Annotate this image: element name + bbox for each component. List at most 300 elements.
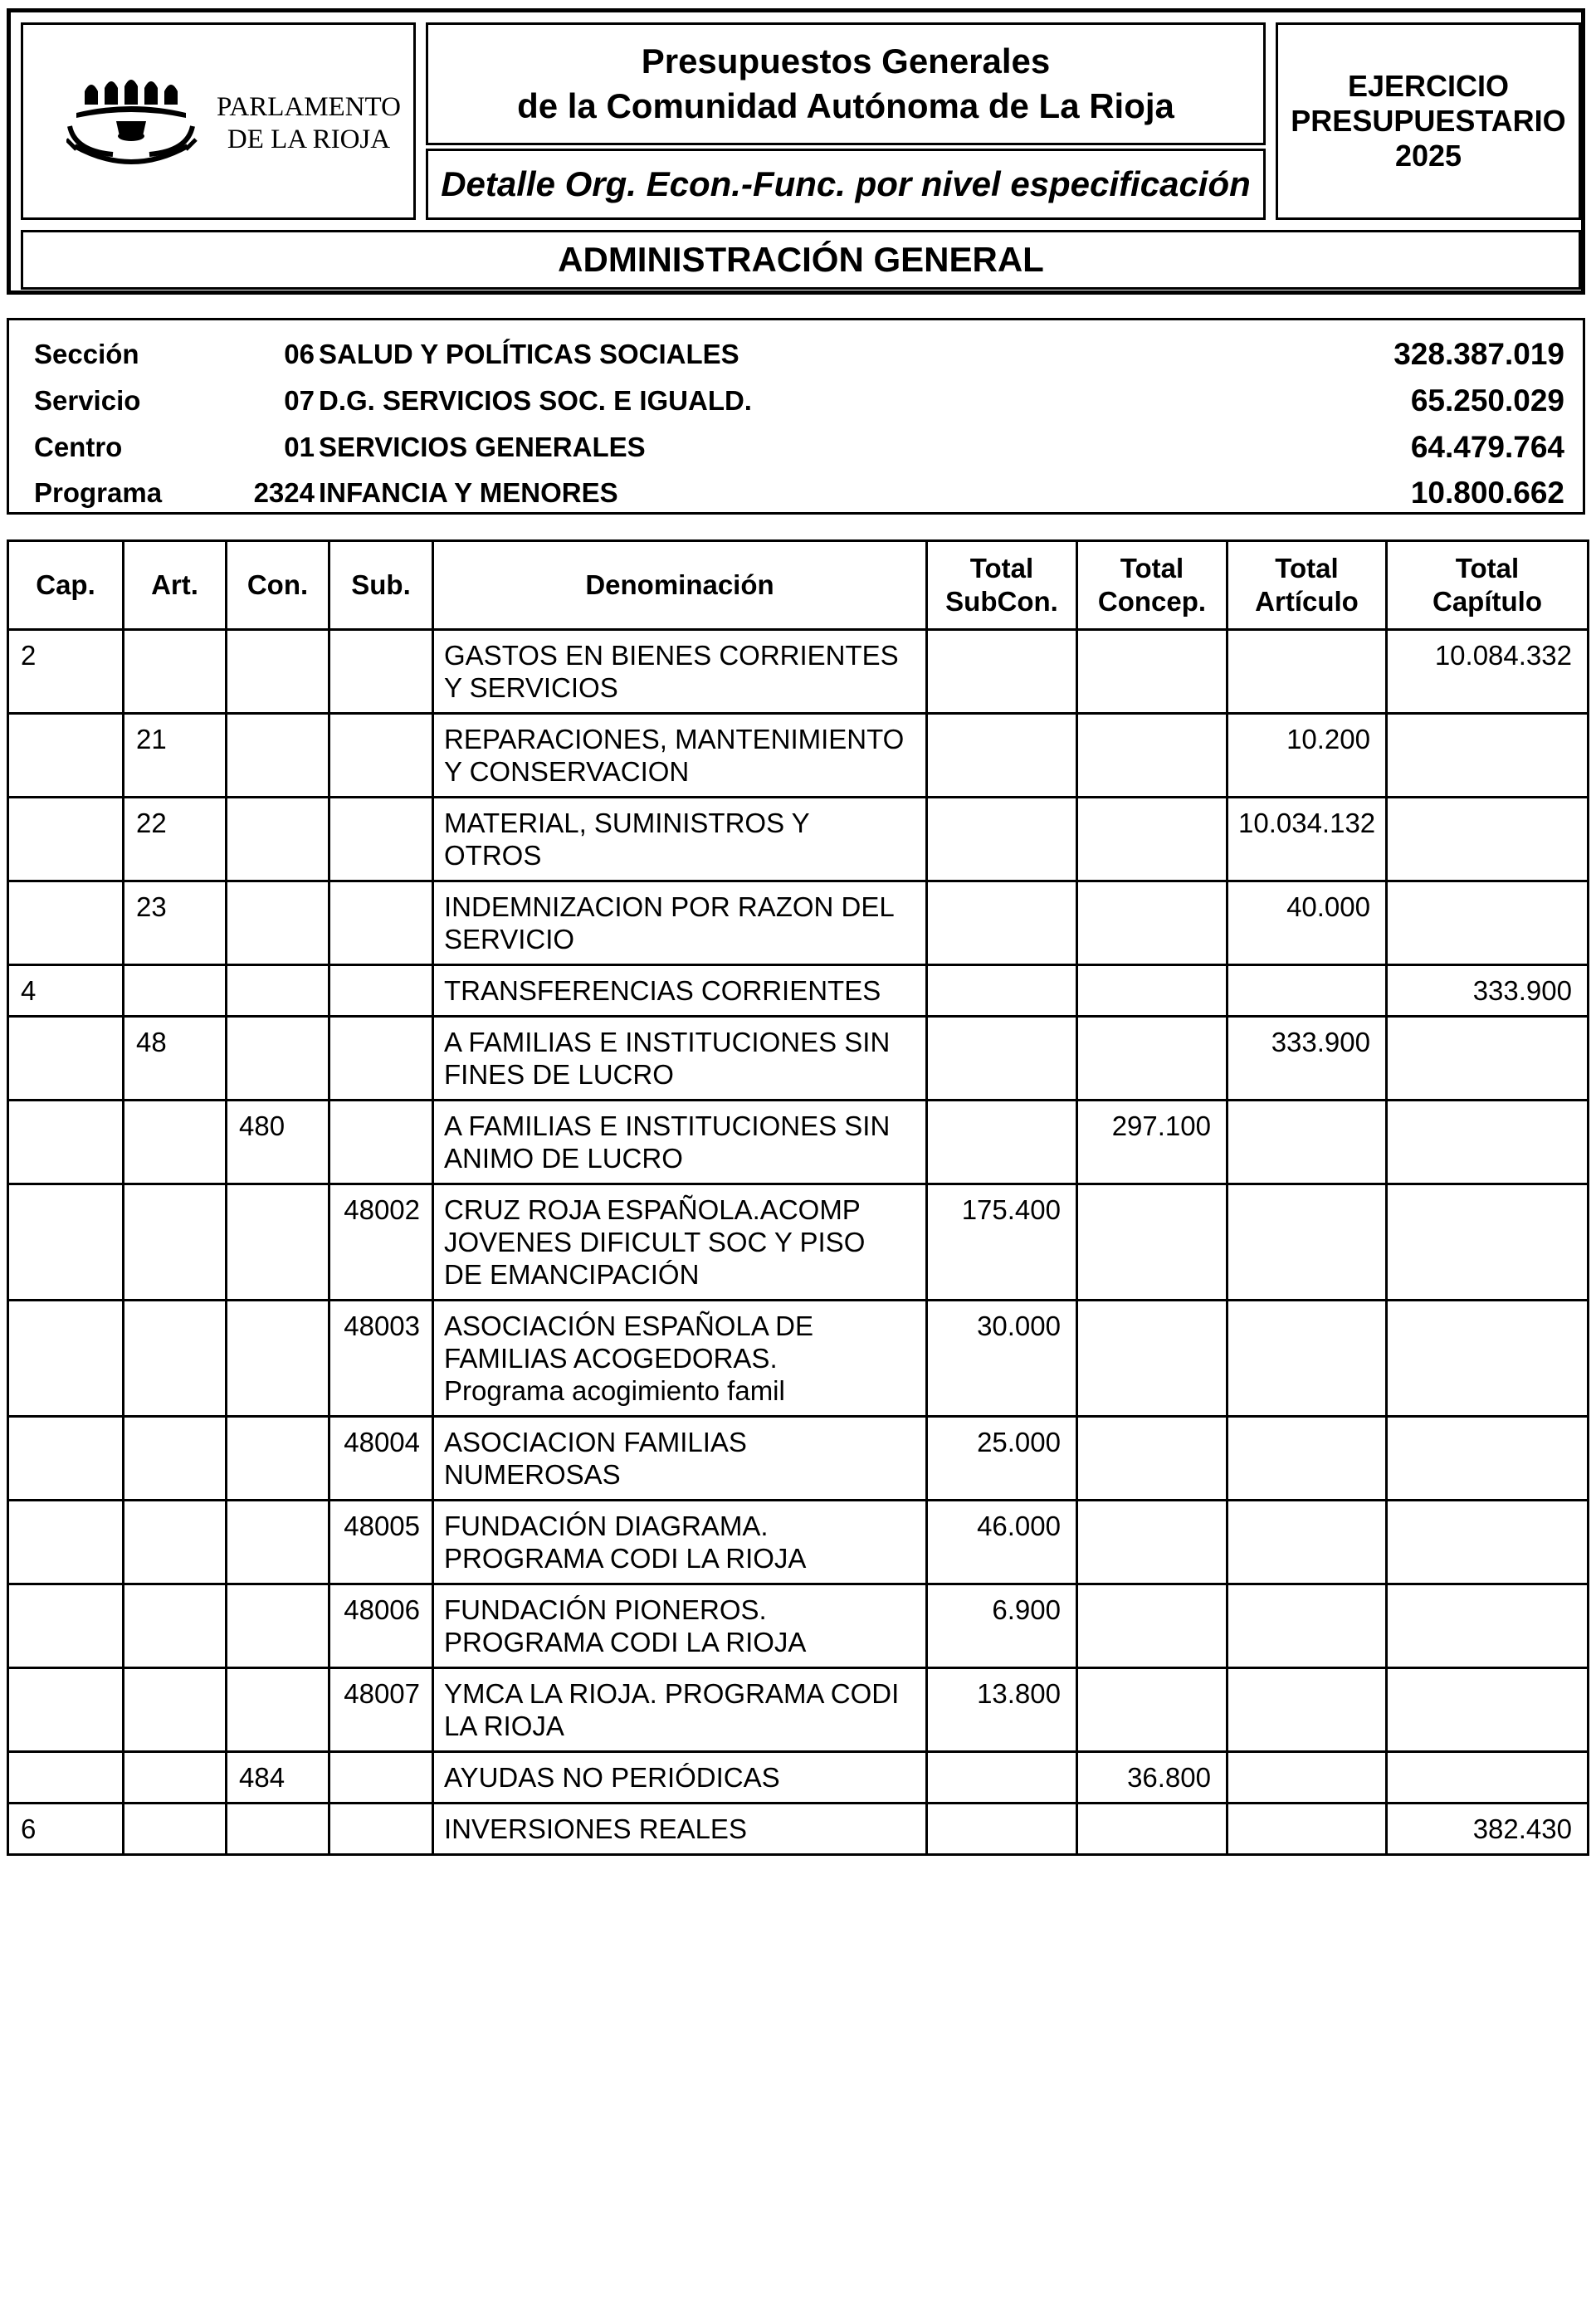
denominacion-text xyxy=(434,1501,925,1583)
cell-total-subcon-value xyxy=(928,1753,1076,1769)
cell-art xyxy=(124,1804,227,1855)
cell-total-capitulo xyxy=(1387,1301,1589,1417)
cell-total-articulo-value xyxy=(1228,1101,1385,1118)
cell-con-value xyxy=(227,798,328,815)
ejercicio-line1: EJERCICIO xyxy=(1347,69,1510,103)
info-name: INFANCIA Y MENORES xyxy=(319,477,618,508)
cell-total-capitulo xyxy=(1387,630,1589,714)
denominacion-text xyxy=(434,1185,925,1299)
cell-cap-value xyxy=(9,1301,122,1318)
cell-total-articulo xyxy=(1228,714,1387,798)
cell-total-subcon-value: 6.900 xyxy=(992,1594,1061,1625)
info-amount: 328.387.019 xyxy=(1393,337,1564,371)
cell-cap xyxy=(8,1017,124,1101)
cell-total-articulo xyxy=(1228,1184,1387,1301)
cell-denominacion xyxy=(433,1184,927,1301)
col-header-total-articulo-line2: Artículo xyxy=(1255,586,1359,617)
cell-total-subcon xyxy=(927,1301,1077,1417)
cell-art-value xyxy=(124,966,225,983)
table-row xyxy=(8,1101,1589,1184)
cell-sub-value: 48007 xyxy=(344,1678,420,1709)
title-line1: Presupuestos Generales xyxy=(641,41,1051,81)
cell-cap xyxy=(8,881,124,965)
cell-sub-value xyxy=(330,715,432,731)
cell-denominacion xyxy=(433,1752,927,1804)
cell-denominacion xyxy=(433,1668,927,1752)
table-row xyxy=(8,1668,1589,1752)
denominacion-line: PROGRAMA CODI LA RIOJA xyxy=(444,1543,807,1574)
document-header xyxy=(7,8,1585,295)
denominacion-line: ANIMO DE LUCRO xyxy=(444,1143,683,1174)
cell-total-subcon xyxy=(927,1184,1077,1301)
cell-total-articulo-value xyxy=(1228,966,1385,983)
info-row-programa xyxy=(9,472,1583,514)
table-row xyxy=(8,1184,1589,1301)
col-header-total-capitulo xyxy=(1387,541,1589,630)
cell-total-concep xyxy=(1077,1017,1228,1101)
cell-con-value xyxy=(227,966,328,983)
cell-total-articulo-value xyxy=(1228,631,1385,647)
denominacion-text xyxy=(434,882,925,964)
cell-total-subcon-value: 46.000 xyxy=(977,1511,1061,1541)
col-header-con: Con. xyxy=(227,541,329,630)
cell-total-subcon xyxy=(927,714,1077,798)
cell-sub-value xyxy=(330,966,432,983)
cell-sub xyxy=(329,1017,433,1101)
cell-total-subcon-value xyxy=(928,1804,1076,1821)
cell-total-concep-value xyxy=(1078,1185,1226,1202)
cell-con xyxy=(227,798,329,881)
cell-sub xyxy=(329,1101,433,1184)
info-label: Servicio xyxy=(34,385,141,416)
cell-total-capitulo-value xyxy=(1388,1018,1587,1034)
cell-denominacion xyxy=(433,965,927,1017)
cell-con-value xyxy=(227,1185,328,1202)
cell-art xyxy=(124,1017,227,1101)
cell-art-value xyxy=(124,1301,225,1318)
table-row xyxy=(8,714,1589,798)
cell-art-value xyxy=(124,1185,225,1202)
cell-denominacion xyxy=(433,1417,927,1501)
cell-con-value xyxy=(227,1301,328,1318)
denominacion-line: FUNDACIÓN PIONEROS. xyxy=(444,1594,767,1625)
cell-art-value xyxy=(124,1101,225,1118)
info-row-seccion xyxy=(9,334,1583,375)
cell-art xyxy=(124,965,227,1017)
cell-total-capitulo-value xyxy=(1388,1185,1587,1202)
denominacion-text xyxy=(434,1585,925,1667)
cell-cap xyxy=(8,1584,124,1668)
cell-total-capitulo-value xyxy=(1388,1501,1587,1518)
cell-art-value xyxy=(124,1418,225,1434)
cell-total-capitulo-value xyxy=(1388,715,1587,731)
cell-sub xyxy=(329,1417,433,1501)
cell-cap-value xyxy=(9,1669,122,1686)
cell-total-articulo xyxy=(1228,798,1387,881)
cell-sub xyxy=(329,1668,433,1752)
col-header-total-concep xyxy=(1077,541,1228,630)
cell-con xyxy=(227,1584,329,1668)
cell-total-concep-value xyxy=(1078,631,1226,647)
info-code: 2324 xyxy=(253,477,315,508)
cell-total-concep xyxy=(1077,798,1228,881)
cell-total-subcon-value xyxy=(928,966,1076,983)
cell-con-value: 480 xyxy=(239,1111,286,1141)
cell-total-concep xyxy=(1077,1668,1228,1752)
cell-con-value xyxy=(227,1585,328,1602)
denominacion-text xyxy=(434,631,925,712)
ejercicio-year: 2025 xyxy=(1394,139,1462,173)
cell-total-subcon-value: 30.000 xyxy=(977,1311,1061,1341)
administracion-box xyxy=(21,230,1581,290)
info-label: Centro xyxy=(34,432,123,462)
cell-total-subcon xyxy=(927,1804,1077,1855)
cell-total-subcon xyxy=(927,1584,1077,1668)
cell-total-capitulo xyxy=(1387,798,1589,881)
cell-total-concep xyxy=(1077,714,1228,798)
cell-total-subcon-value: 13.800 xyxy=(977,1678,1061,1709)
col-header-total-capitulo-line1: Total xyxy=(1455,553,1520,583)
cell-total-articulo xyxy=(1228,1501,1387,1584)
cell-sub xyxy=(329,714,433,798)
cell-total-concep-value xyxy=(1078,798,1226,815)
cell-cap-value xyxy=(9,798,122,815)
cell-total-articulo xyxy=(1228,1301,1387,1417)
cell-art-value: 48 xyxy=(136,1027,167,1057)
denominacion-line: MATERIAL, SUMINISTROS Y xyxy=(444,808,810,838)
info-code: 06 xyxy=(284,339,315,369)
cell-total-subcon-value xyxy=(928,798,1076,815)
cell-cap xyxy=(8,1184,124,1301)
col-header-cap: Cap. xyxy=(8,541,124,630)
cell-con xyxy=(227,630,329,714)
cell-sub-value xyxy=(330,1804,432,1821)
col-header-denominacion: Denominación xyxy=(433,541,927,630)
cell-total-concep xyxy=(1077,1804,1228,1855)
cell-total-concep xyxy=(1077,1752,1228,1804)
cell-cap-value: 2 xyxy=(21,640,37,671)
denominacion-line: FUNDACIÓN DIAGRAMA. xyxy=(444,1511,769,1541)
cell-art xyxy=(124,1752,227,1804)
denominacion-text xyxy=(434,1018,925,1099)
cell-total-articulo xyxy=(1228,1017,1387,1101)
cell-con xyxy=(227,1752,329,1804)
cell-art xyxy=(124,881,227,965)
table-row xyxy=(8,1584,1589,1668)
cell-art-value xyxy=(124,1501,225,1518)
cell-cap xyxy=(8,714,124,798)
cell-cap xyxy=(8,1417,124,1501)
cell-denominacion xyxy=(433,1584,927,1668)
cell-art xyxy=(124,1417,227,1501)
cell-total-concep-value: 36.800 xyxy=(1127,1762,1211,1793)
cell-total-concep xyxy=(1077,1184,1228,1301)
denominacion-line: DE EMANCIPACIÓN xyxy=(444,1259,700,1290)
cell-total-concep xyxy=(1077,1417,1228,1501)
cell-total-capitulo-value xyxy=(1388,1101,1587,1118)
cell-con xyxy=(227,714,329,798)
cell-cap xyxy=(8,798,124,881)
cell-total-capitulo xyxy=(1387,1668,1589,1752)
cell-total-capitulo-value: 10.084.332 xyxy=(1434,640,1572,671)
cell-cap-value: 6 xyxy=(21,1813,37,1844)
cell-cap-value xyxy=(9,1753,122,1769)
cell-sub-value xyxy=(330,1101,432,1118)
cell-art xyxy=(124,714,227,798)
cell-sub-value: 48005 xyxy=(344,1511,420,1541)
denominacion-line: OTROS xyxy=(444,840,542,871)
denominacion-text xyxy=(434,1669,925,1750)
cell-total-articulo-value xyxy=(1228,1753,1385,1769)
cell-con xyxy=(227,1301,329,1417)
info-name: D.G. SERVICIOS SOC. E IGUALD. xyxy=(319,385,752,416)
cell-total-concep-value: 297.100 xyxy=(1111,1111,1211,1141)
cell-art-value: 21 xyxy=(136,724,167,754)
cell-total-articulo xyxy=(1228,1668,1387,1752)
info-row-centro xyxy=(9,427,1583,468)
cell-sub xyxy=(329,798,433,881)
col-header-total-concep-line2: Concep. xyxy=(1097,586,1207,617)
title-line2: de la Comunidad Autónoma de La Rioja xyxy=(517,86,1174,125)
cell-art-value xyxy=(124,1585,225,1602)
denominacion-line: FAMILIAS ACOGEDORAS. xyxy=(444,1343,778,1374)
denominacion-text xyxy=(434,1804,925,1853)
cell-sub-value xyxy=(330,1753,432,1769)
cell-total-subcon xyxy=(927,1752,1077,1804)
cell-art xyxy=(124,798,227,881)
info-label: Sección xyxy=(34,339,139,369)
cell-total-articulo-value: 333.900 xyxy=(1271,1027,1370,1057)
cell-total-concep xyxy=(1077,881,1228,965)
table-header-row xyxy=(8,541,1589,630)
cell-denominacion xyxy=(433,798,927,881)
cell-cap xyxy=(8,1501,124,1584)
table-row xyxy=(8,630,1589,714)
cell-total-concep-value xyxy=(1078,1301,1226,1318)
table-body xyxy=(8,630,1589,1855)
cell-total-capitulo xyxy=(1387,1184,1589,1301)
cell-art xyxy=(124,1301,227,1417)
logo-name xyxy=(209,91,408,156)
cell-con xyxy=(227,1184,329,1301)
cell-sub xyxy=(329,630,433,714)
cell-total-capitulo xyxy=(1387,1584,1589,1668)
cell-con xyxy=(227,1501,329,1584)
cell-total-capitulo-value xyxy=(1388,882,1587,899)
denominacion-line: A FAMILIAS E INSTITUCIONES SIN xyxy=(444,1027,891,1057)
cell-cap-value xyxy=(9,715,122,731)
cell-total-articulo xyxy=(1228,1804,1387,1855)
cell-cap xyxy=(8,965,124,1017)
cell-cap xyxy=(8,1752,124,1804)
cell-con-value xyxy=(227,631,328,647)
cell-sub-value: 48003 xyxy=(344,1311,420,1341)
cell-art-value: 22 xyxy=(136,808,167,838)
cell-con xyxy=(227,1417,329,1501)
cell-sub-value xyxy=(330,882,432,899)
cell-total-articulo-value: 10.200 xyxy=(1286,724,1370,754)
cell-total-capitulo-value: 333.900 xyxy=(1472,975,1572,1006)
denominacion-line: ASOCIACIÓN ESPAÑOLA DE xyxy=(444,1311,814,1341)
denominacion-line: LA RIOJA xyxy=(444,1711,564,1741)
cell-denominacion xyxy=(433,1017,927,1101)
cell-total-articulo xyxy=(1228,1584,1387,1668)
cell-cap-value xyxy=(9,1101,122,1118)
parlamento-logo-icon xyxy=(66,66,221,179)
cell-cap xyxy=(8,1301,124,1417)
cell-denominacion xyxy=(433,1804,927,1855)
denominacion-text xyxy=(434,966,925,1015)
denominacion-line: YMCA LA RIOJA. PROGRAMA CODI xyxy=(444,1678,900,1709)
col-header-total-articulo xyxy=(1228,541,1387,630)
denominacion-text xyxy=(434,1753,925,1802)
denominacion-line: Programa acogimiento famil xyxy=(444,1375,785,1406)
cell-sub-value xyxy=(330,631,432,647)
info-amount: 64.479.764 xyxy=(1410,430,1564,464)
cell-cap-value xyxy=(9,1018,122,1034)
cell-total-concep-value xyxy=(1078,1501,1226,1518)
cell-total-articulo xyxy=(1228,965,1387,1017)
denominacion-line: CRUZ ROJA ESPAÑOLA.ACOMP xyxy=(444,1194,861,1225)
info-code: 07 xyxy=(284,385,315,416)
cell-total-articulo-value xyxy=(1228,1669,1385,1686)
cell-total-concep-value xyxy=(1078,1669,1226,1686)
cell-total-articulo xyxy=(1228,1752,1387,1804)
cell-sub xyxy=(329,881,433,965)
cell-total-capitulo xyxy=(1387,1804,1589,1855)
cell-denominacion xyxy=(433,1301,927,1417)
cell-total-subcon xyxy=(927,881,1077,965)
denominacion-text xyxy=(434,715,925,796)
info-amount: 10.800.662 xyxy=(1410,476,1564,510)
denominacion-line: AYUDAS NO PERIÓDICAS xyxy=(444,1762,780,1793)
denominacion-text xyxy=(434,1101,925,1183)
cell-con-value xyxy=(227,1501,328,1518)
cell-art xyxy=(124,1184,227,1301)
cell-total-subcon-value xyxy=(928,882,1076,899)
denominacion-line: SERVICIO xyxy=(444,924,575,954)
cell-con xyxy=(227,1017,329,1101)
table-row xyxy=(8,881,1589,965)
cell-total-subcon xyxy=(927,965,1077,1017)
denominacion-line: REPARACIONES, MANTENIMIENTO xyxy=(444,724,905,754)
cell-cap xyxy=(8,1101,124,1184)
denominacion-line: TRANSFERENCIAS CORRIENTES xyxy=(444,975,881,1006)
denominacion-text xyxy=(434,1418,925,1499)
section-info xyxy=(7,318,1585,515)
cell-art xyxy=(124,630,227,714)
denominacion-line: PROGRAMA CODI LA RIOJA xyxy=(444,1627,807,1657)
cell-total-articulo-value: 40.000 xyxy=(1286,891,1370,922)
cell-total-capitulo xyxy=(1387,881,1589,965)
cell-total-capitulo-value: 382.430 xyxy=(1472,1813,1572,1844)
denominacion-line: ASOCIACION FAMILIAS xyxy=(444,1427,747,1457)
cell-total-articulo-value xyxy=(1228,1185,1385,1202)
col-header-total-capitulo-line2: Capítulo xyxy=(1432,586,1542,617)
denominacion-line: INVERSIONES REALES xyxy=(444,1813,747,1844)
cell-total-concep xyxy=(1077,965,1228,1017)
cell-sub xyxy=(329,1804,433,1855)
denominacion-text xyxy=(434,1301,925,1415)
cell-total-capitulo xyxy=(1387,1501,1589,1584)
denominacion-line: A FAMILIAS E INSTITUCIONES SIN xyxy=(444,1111,891,1141)
cell-total-capitulo-value xyxy=(1388,1669,1587,1686)
col-header-total-articulo-line1: Total xyxy=(1275,553,1339,583)
info-label: Programa xyxy=(34,477,163,508)
ejercicio-box xyxy=(1276,22,1581,220)
denominacion-line: FINES DE LUCRO xyxy=(444,1059,674,1090)
table-row xyxy=(8,1804,1589,1855)
cell-con-value: 484 xyxy=(239,1762,286,1793)
cell-sub xyxy=(329,1301,433,1417)
cell-total-concep-value xyxy=(1078,1804,1226,1821)
table-row xyxy=(8,1501,1589,1584)
cell-total-subcon xyxy=(927,798,1077,881)
cell-total-articulo-value xyxy=(1228,1301,1385,1318)
cell-total-subcon xyxy=(927,1417,1077,1501)
cell-sub-value: 48002 xyxy=(344,1194,420,1225)
cell-total-concep-value xyxy=(1078,1418,1226,1434)
cell-denominacion xyxy=(433,1101,927,1184)
col-header-total-concep-line1: Total xyxy=(1120,553,1184,583)
cell-art-value xyxy=(124,631,225,647)
denominacion-text xyxy=(434,798,925,880)
cell-total-subcon xyxy=(927,630,1077,714)
cell-art-value xyxy=(124,1669,225,1686)
cell-total-articulo xyxy=(1228,630,1387,714)
cell-total-concep-value xyxy=(1078,882,1226,899)
cell-con-value xyxy=(227,1018,328,1034)
cell-total-concep-value xyxy=(1078,1585,1226,1602)
cell-total-subcon-value: 25.000 xyxy=(977,1427,1061,1457)
info-name: SERVICIOS GENERALES xyxy=(319,432,646,462)
col-header-total-subcon-line1: Total xyxy=(969,553,1034,583)
cell-total-concep xyxy=(1077,1101,1228,1184)
cell-art xyxy=(124,1584,227,1668)
info-name: SALUD Y POLÍTICAS SOCIALES xyxy=(319,339,739,369)
cell-total-capitulo xyxy=(1387,714,1589,798)
cell-sub-value xyxy=(330,798,432,815)
cell-cap-value xyxy=(9,882,122,899)
col-header-total-subcon-line2: SubCon. xyxy=(945,586,1058,617)
cell-denominacion xyxy=(433,630,927,714)
cell-total-capitulo xyxy=(1387,965,1589,1017)
cell-total-articulo-value xyxy=(1228,1418,1385,1434)
table-row xyxy=(8,1752,1589,1804)
table-row xyxy=(8,1017,1589,1101)
subtitle: Detalle Org. Econ.-Func. por nivel especificación xyxy=(441,164,1251,203)
cell-art-value: 23 xyxy=(136,891,167,922)
cell-total-subcon-value xyxy=(928,715,1076,731)
cell-sub-value: 48006 xyxy=(344,1594,420,1625)
cell-sub-value xyxy=(330,1018,432,1034)
cell-cap xyxy=(8,630,124,714)
cell-total-subcon-value xyxy=(928,631,1076,647)
table-row xyxy=(8,1417,1589,1501)
cell-denominacion xyxy=(433,881,927,965)
cell-total-articulo-value xyxy=(1228,1501,1385,1518)
cell-total-subcon xyxy=(927,1501,1077,1584)
cell-total-articulo-value xyxy=(1228,1585,1385,1602)
cell-total-concep xyxy=(1077,630,1228,714)
cell-con xyxy=(227,965,329,1017)
cell-total-subcon-value: 175.400 xyxy=(961,1194,1061,1225)
cell-total-capitulo-value xyxy=(1388,1418,1587,1434)
cell-total-capitulo xyxy=(1387,1752,1589,1804)
cell-con-value xyxy=(227,882,328,899)
cell-sub xyxy=(329,965,433,1017)
logo-text-line2: DE LA RIOJA xyxy=(227,124,391,154)
